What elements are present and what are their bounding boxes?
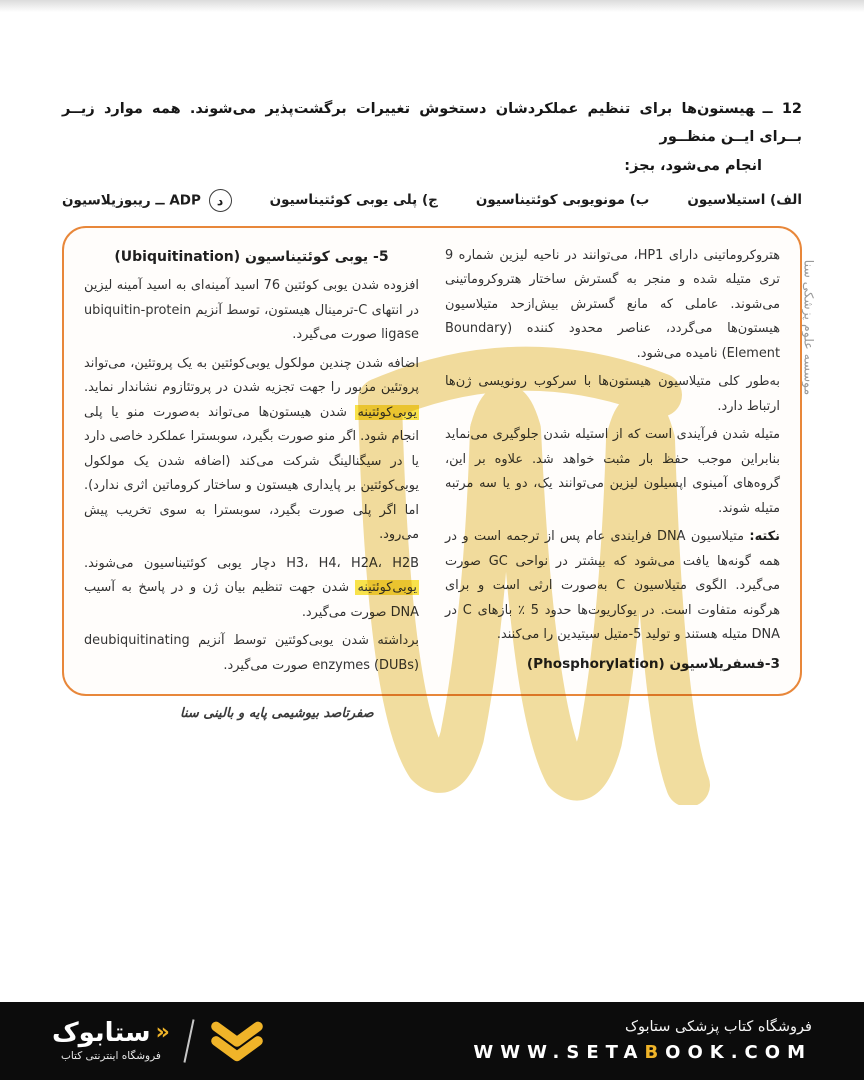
highlighted-term: یوبی‌کوئتینه <box>357 580 417 596</box>
option-a-text: استیلاسیون <box>687 192 766 209</box>
logo-divider <box>183 1019 194 1062</box>
paragraph-segment: اضافه شدن چندین مولکول یوبی‌کوئتین به یک پروتئین، می‌تواند پروتئین مزبور را جهت تجزیه شدن در پروتئازوم نشاندار نماید. <box>84 355 419 396</box>
option-c-text: پلی یوبی کوئتیناسیون <box>269 192 418 209</box>
question-line1: هیستون‌ها برای تنظیم عملکردشان دستخوش تغییرات برگشت‌پذیر می‌شوند. همه موارد زیــر بــرای ایــن منظــور <box>62 101 802 145</box>
note-label: نکته: <box>749 529 780 545</box>
question-block <box>62 96 802 181</box>
logo-text-block <box>52 1020 170 1062</box>
note-paragraph <box>445 525 780 648</box>
store-url <box>473 1042 812 1063</box>
paragraph-segment: شدن جهت تنظیم بیان ژن و در پاسخ به آسیب DNA صورت می‌گیرد. <box>84 580 419 620</box>
option-c-marker: ج) <box>421 192 438 209</box>
option-d-answer-circle: د <box>209 189 232 212</box>
logo-chevron-icon: « <box>155 1020 170 1045</box>
option-d <box>62 189 232 212</box>
column-right-methylation <box>445 244 780 683</box>
paragraph-segment: H3، H4، H2A، H2B دچار یوبی کوئتیناسیون می‌شوند. <box>84 555 419 571</box>
phosphorylation-heading: 3-فسفریلاسیون (Phosphorylation) <box>526 655 780 672</box>
store-url-highlight: B <box>644 1042 666 1063</box>
option-b-marker: ب) <box>629 192 650 209</box>
book-chevron-icon <box>208 1018 266 1064</box>
paragraph: برداشته شدن یوبی‌کوئتین توسط آنزیم deubiquitinating enzymes (DUBs) صورت می‌گیرد. <box>84 633 419 673</box>
logo-subtitle: فروشگاه اینترنتی کتاب <box>60 1050 161 1062</box>
option-a <box>687 192 802 208</box>
answer-options <box>62 189 802 212</box>
store-title: فروشگاه کتاب پزشکی ستابوک <box>624 1019 812 1035</box>
store-url-segment: OOK.COM <box>665 1042 812 1063</box>
logo-wordmark <box>52 1020 170 1046</box>
paragraph: به‌طور کلی متیلاسیون هیستون‌ها با سرکوب رونویسی ژن‌ها ارتباط دارد. <box>445 374 780 414</box>
option-b <box>476 192 650 208</box>
store-url-segment: WWW.SETA <box>473 1042 645 1063</box>
option-d-text: ADP ــ ریبوزیلاسیون <box>62 192 201 209</box>
highlighted-term: یوبی‌کوئتینه <box>357 404 417 420</box>
footer-bar <box>0 1002 864 1080</box>
paragraph-segment: شدن هیستون‌ها می‌تواند به‌صورت منو یا پلی انجام شود. اگر منو صورت بگیرد، سوبسترا عملکرد خاصی دارد یا در سیگنالینگ شرکت می‌کند (اضافه شدن یک مولکول یوبی‌کوئتین بر پایداری هیستون و ساختار کروماتین اثری ندارد). اما اگر پلی صورت بگیرد، سوبسترا به سوی تخریب پیش می‌رود. <box>84 404 419 543</box>
option-a-marker: الف) <box>770 192 802 209</box>
option-b-text: مونویوبی کوئتیناسیون <box>475 192 625 209</box>
question-line2: انجام می‌شود، بجز: <box>624 158 762 175</box>
book-caption: صفرتاصد بیوشیمی پایه و بالینی سنا <box>180 706 374 722</box>
option-c <box>270 192 438 208</box>
setabook-logo <box>52 1018 266 1064</box>
paragraph <box>84 552 419 626</box>
side-watermark-text: موسسه علوم پزشکی سنا <box>801 259 817 396</box>
logo-wordmark-text: ستابوک <box>52 1018 151 1048</box>
ubiquitination-heading: 5- یوبی کوئتیناسیون (Ubiquitination) <box>114 248 389 265</box>
footer-store-text <box>473 1019 812 1063</box>
note-text: متیلاسیون DNA فرایندی عام پس از ترجمه است و در همه گونه‌ها یافت می‌شود که بیشتر در نواحی GC صورت می‌گیرد. الگوی متیلاسیون C به‌صورت ارثی است و برای هرگونه متفاوت است. در یوکاریوت‌ها حدود 5 ٪ بازهای C در DNA متیله هستند و تولید 5-متیل سیتیدین را می‌کنند. <box>445 529 780 643</box>
paragraph <box>84 352 419 548</box>
question-text <box>62 96 802 151</box>
content-box <box>62 226 802 697</box>
paragraph: افزوده شدن یوبی کوئتین 76 اسید آمینه‌ای به اسید آمینه لیزین در انتهای C-ترمینال هیستون، توسط آنزیم ubiquitin-protein ligase صورت می‌گیرد. <box>84 278 419 343</box>
question-number: 12 ــ <box>762 101 802 117</box>
paragraph: هتروکروماتینی دارای HP1، می‌توانند در ناحیه لیزین شماره 9 تری متیله شده و منجر به گسترش ساختار هتروکروماتینی می‌شوند. عاملی که مانع گسترش بیش‌ازحد متیلاسیون هیستون‌ها می‌گردد، عناصر محدود کننده (Boundary Element) نامیده می‌شود. <box>445 247 780 361</box>
paragraph: متیله شدن فرآیندی است که از استیله شدن جلوگیری می‌نماید بنابراین موجب حفظ بار مثبت خواهد شد. علاوه بر این، گروه‌های آمینوی اپسیلون لیزین می‌توانند یک، دو یا سه مرتبه متیله شوند. <box>445 427 780 516</box>
column-left-ubiquitination <box>84 244 419 683</box>
scan-artifact-top <box>0 0 864 12</box>
